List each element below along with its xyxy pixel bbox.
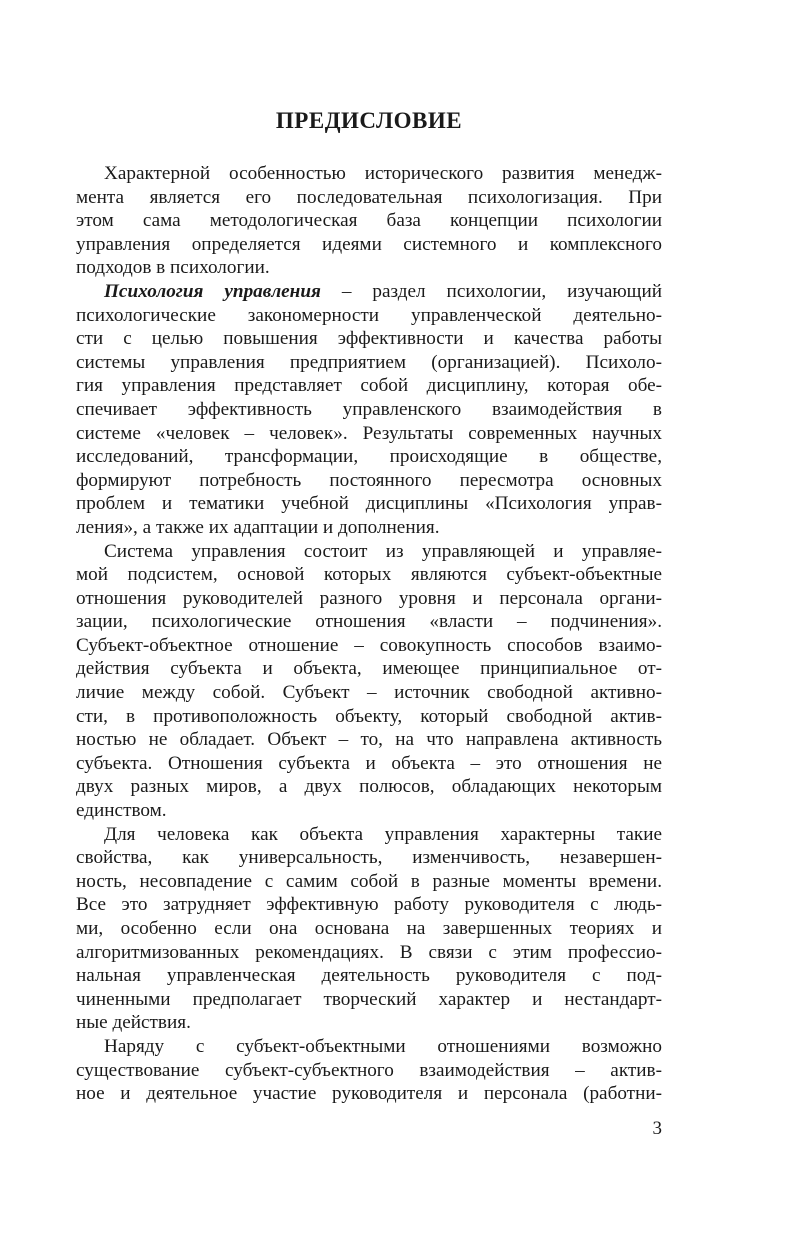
text-fragment: – раздел психологии, изучающий xyxy=(320,280,662,302)
text-line: мента является его последовательная психологизация. При xyxy=(76,186,662,208)
text-line: Субъект-объектное отношение – совокупность способов взаимо- xyxy=(76,634,662,656)
text-line: ное и деятельное участие руководителя и персонала (работни- xyxy=(76,1083,662,1105)
text-line: существование субъект-субъектного взаимодействия – актив- xyxy=(76,1059,662,1081)
text-line: формируют потребность постоянного пересмотра основных xyxy=(76,469,662,491)
defined-term: Психология управления xyxy=(104,280,321,302)
text-line: системе «человек – человек». Результаты современных научных xyxy=(76,422,662,444)
text-line: гия управления представляет собой дисциплину, которая обе- xyxy=(76,375,662,397)
text-line: ми, особенно если она основана на завершенных теориях и xyxy=(76,918,662,939)
text-line: Все это затрудняет эффективную работу руководителя с людь- xyxy=(76,894,662,916)
text-line: ления», а также их адаптации и дополнения. xyxy=(76,516,440,538)
page-number: 3 xyxy=(652,1118,662,1139)
text-line: личие между собой. Субъект – источник свободной активно- xyxy=(76,682,662,704)
text-line: мой подсистем, основой которых являются субъект-объектные xyxy=(76,564,662,586)
text-line: проблем и тематики учебной дисциплины «Психология управ- xyxy=(76,493,662,515)
text-line: субъекта. Отношения субъекта и объекта – это отношения не xyxy=(76,752,662,774)
text-line: управления определяется идеями системного и комплексного xyxy=(76,233,662,255)
text-line: зации, психологические отношения «власти – подчинения». xyxy=(76,611,662,633)
text-line: системы управления предприятием (организацией). Психоло- xyxy=(76,351,662,373)
text-line: сти с целью повышения эффективности и качества работы xyxy=(76,328,662,350)
text-line: ные действия. xyxy=(76,1012,191,1034)
text-line: психологические закономерности управленческой деятельно- xyxy=(76,304,662,326)
text-line: исследований, трансформации, происходящие в обществе, xyxy=(76,446,662,468)
text-line: нальная управленческая деятельность руководителя с под- xyxy=(76,965,662,987)
text-line: Система управления состоит из управляющей и управляе- xyxy=(104,540,662,562)
text-line: этом сама методологическая база концепции психологии xyxy=(76,210,662,232)
body-text xyxy=(76,162,662,1106)
text-line: чиненными предполагает творческий характер и нестандарт- xyxy=(76,988,662,1010)
text-line: Наряду с субъект-объектными отношениями возможно xyxy=(104,1035,662,1057)
text-line: свойства, как универсальность, изменчивость, незавершен- xyxy=(76,847,662,869)
text-line: Характерной особенностью исторического развития менедж- xyxy=(104,163,662,184)
text-line: Для человека как объекта управления характерны такие xyxy=(104,823,662,845)
text-line: подходов в психологии. xyxy=(76,257,270,279)
text-line: алгоритмизованных рекомендациях. В связи с этим профессио- xyxy=(76,941,662,963)
text-line: отношения руководителей разного уровня и персонала органи- xyxy=(76,587,662,609)
text-line: сти, в противоположность объекту, который свободной актив- xyxy=(76,705,662,727)
text-line: ностью не обладает. Объект – то, на что направлена активность xyxy=(76,729,662,751)
text-line: ность, несовпадение с самим собой в разные моменты времени. xyxy=(76,870,662,892)
page-title: ПРЕДИСЛОВИЕ xyxy=(275,108,463,133)
text-line: двух разных миров, а двух полюсов, обладающих некоторым xyxy=(76,776,662,798)
text-line: единством. xyxy=(76,800,167,822)
text-line: действия субъекта и объекта, имеющее принципиальное от- xyxy=(76,658,662,680)
text-line xyxy=(76,280,662,304)
text-line: спечивает эффективность управленского взаимодействия в xyxy=(76,398,662,420)
